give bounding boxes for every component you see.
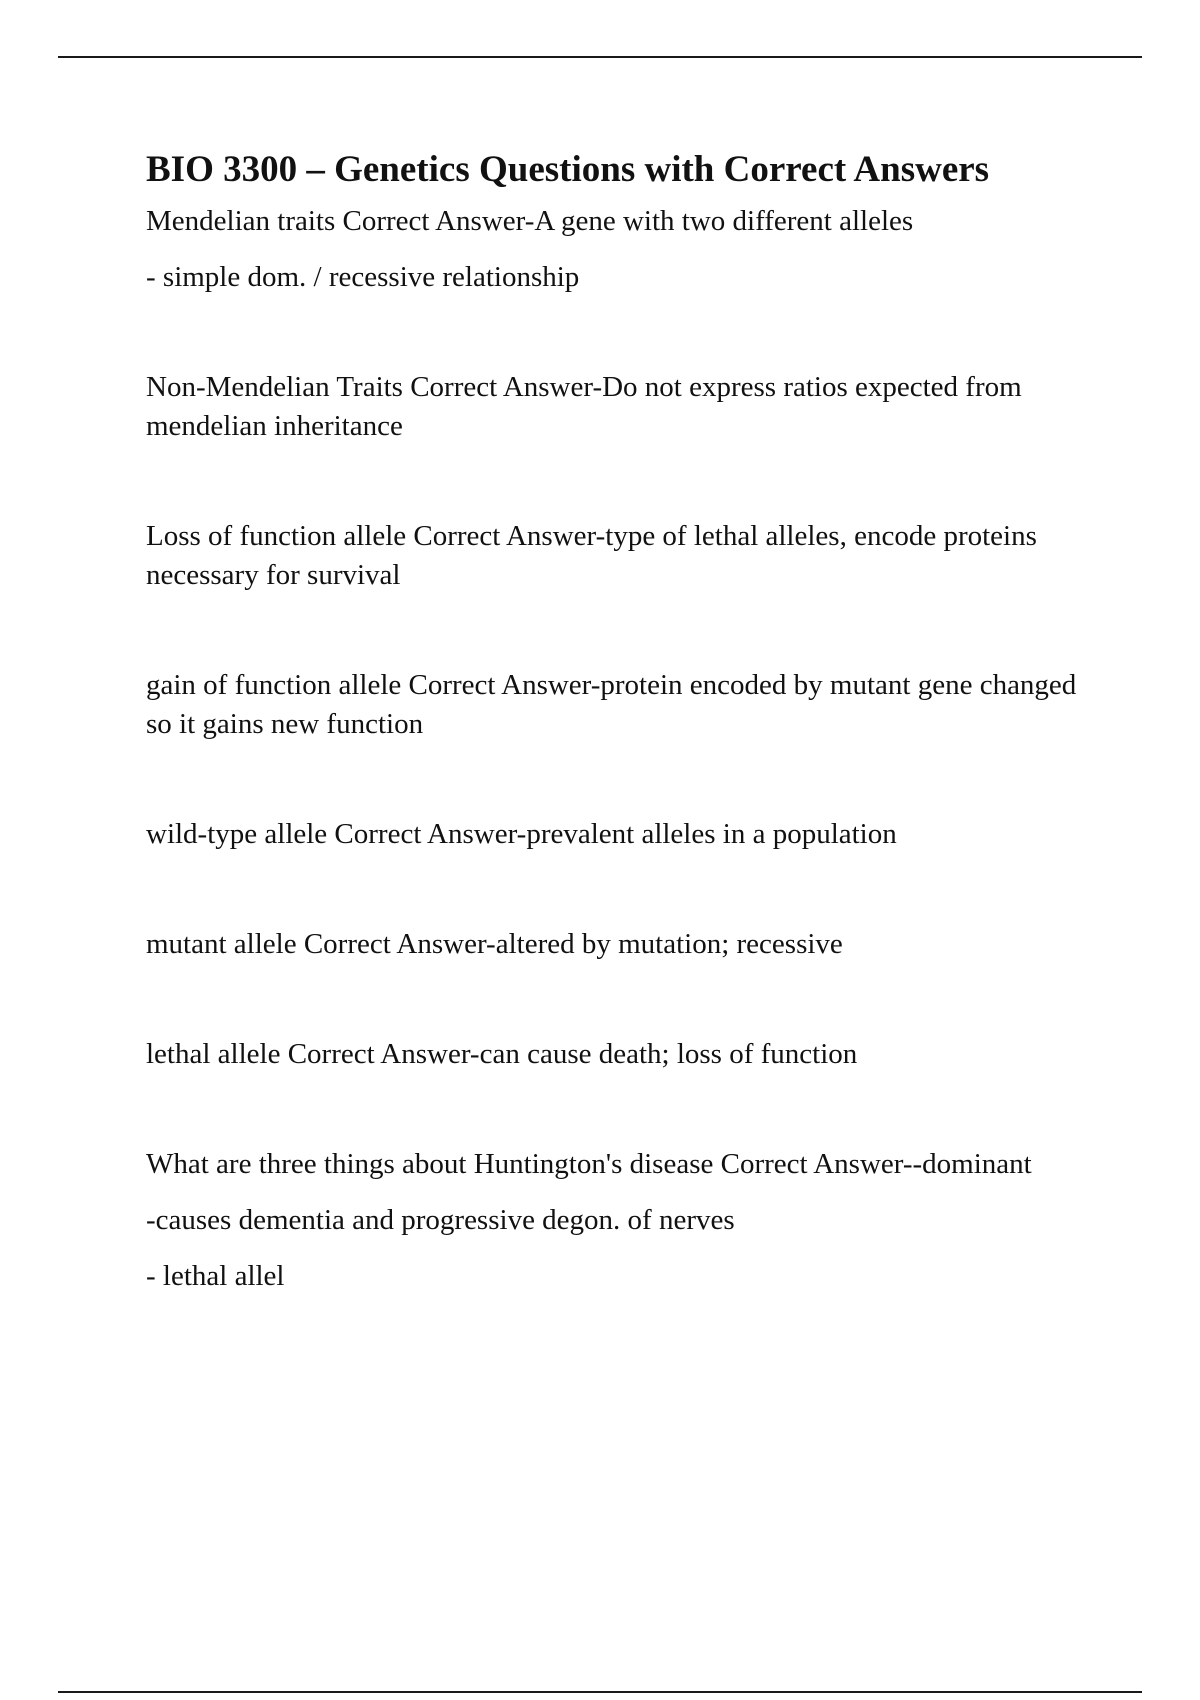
- document-body: [146, 140, 1086, 1296]
- qa-item-loss-of-function-allele: [146, 517, 1086, 595]
- footer-rule: [58, 1691, 1142, 1693]
- qa-line: lethal allele Correct Answer-can cause death; loss of function: [146, 1038, 858, 1070]
- qa-line: mutant allele Correct Answer-altered by mutation; recessive: [146, 928, 843, 960]
- qa-item-mendelian-traits: [146, 202, 1086, 297]
- qa-item-huntingtons-disease: [146, 1145, 1086, 1296]
- document-title: BIO 3300 – Genetics Questions with Correct Answers: [146, 149, 990, 190]
- qa-item-wild-type-allele: [146, 815, 1086, 854]
- qa-list: [146, 202, 1086, 1296]
- qa-line: Loss of function allele Correct Answer-type of lethal alleles, encode proteins necessary for survival: [146, 520, 1037, 591]
- qa-item-gain-of-function-allele: [146, 666, 1086, 744]
- qa-line: gain of function allele Correct Answer-protein encoded by mutant gene changed so it gains new function: [146, 669, 1077, 740]
- qa-line: wild-type allele Correct Answer-prevalent alleles in a population: [146, 818, 897, 850]
- qa-line: -causes dementia and progressive degon. of nerves: [146, 1204, 735, 1236]
- qa-item-non-mendelian-traits: [146, 368, 1086, 446]
- qa-line: - simple dom. / recessive relationship: [146, 261, 580, 293]
- header-rule: [58, 56, 1142, 58]
- qa-item-mutant-allele: [146, 925, 1086, 964]
- qa-line: - lethal allel: [146, 1260, 285, 1292]
- qa-item-lethal-allele: [146, 1035, 1086, 1074]
- qa-line: Mendelian traits Correct Answer-A gene with two different alleles: [146, 205, 914, 237]
- qa-line: What are three things about Huntington's disease Correct Answer--dominant: [146, 1148, 1032, 1180]
- qa-line: Non-Mendelian Traits Correct Answer-Do not express ratios expected from mendelian inheritance: [146, 371, 1022, 442]
